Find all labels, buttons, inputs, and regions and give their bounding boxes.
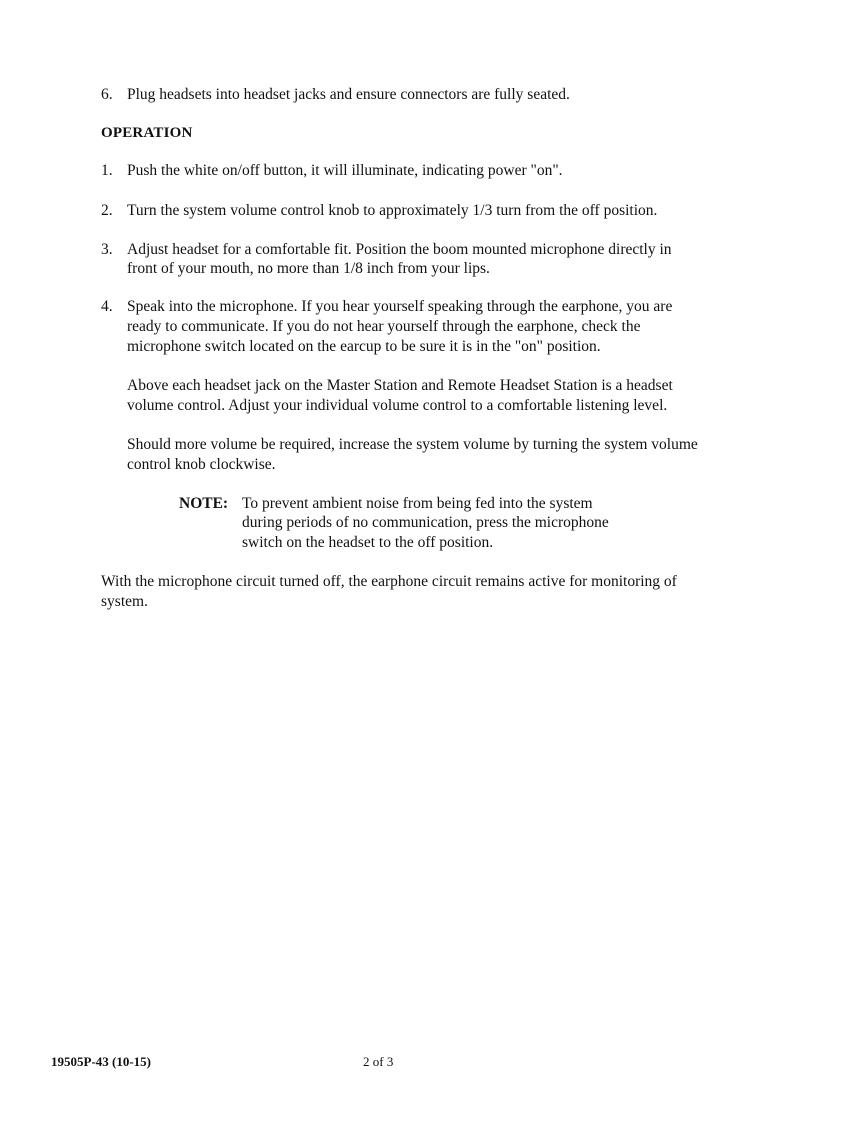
step-3-text-line-1: Adjust headset for a comfortable fit. Position the boom mounted microphone directly in	[127, 241, 672, 258]
step-2-text: Turn the system volume control knob to approximately 1/3 turn from the off position.	[127, 202, 658, 219]
page-number: 2 of 3	[363, 1054, 394, 1069]
note-text-line-1: To prevent ambient noise from being fed into the system	[242, 495, 593, 512]
step-2-number: 2.	[101, 202, 113, 219]
operation-heading: OPERATION	[101, 125, 193, 141]
step-1-number: 1.	[101, 162, 113, 179]
more-volume-paragraph-line-1: Should more volume be required, increase the system volume by turning the system volume	[127, 436, 698, 453]
step-4-number: 4.	[101, 298, 113, 315]
note-text-line-3: switch on the headset to the off position.	[242, 534, 494, 551]
step-6-number: 6.	[101, 86, 113, 103]
step-1-text: Push the white on/off button, it will illuminate, indicating power "on".	[127, 162, 563, 179]
step-4-text-line-1: Speak into the microphone. If you hear yourself speaking through the earphone, you are	[127, 298, 673, 315]
step-4-text-line-3: microphone switch located on the earcup to be sure it is in the "on" position.	[127, 338, 601, 355]
closing-paragraph-line-2: system.	[101, 593, 148, 610]
step-3-text-line-2: front of your mouth, no more than 1/8 inch from your lips.	[127, 260, 490, 277]
note-label: NOTE:	[179, 495, 229, 512]
more-volume-paragraph-line-2: control knob clockwise.	[127, 456, 276, 473]
volume-paragraph-line-1: Above each headset jack on the Master Station and Remote Headset Station is a headset	[127, 377, 673, 394]
document-id: 19505P-43 (10-15)	[51, 1054, 152, 1069]
note-text-line-2: during periods of no communication, press the microphone	[242, 514, 609, 531]
step-3-number: 3.	[101, 241, 113, 258]
closing-paragraph-line-1: With the microphone circuit turned off, the earphone circuit remains active for monitoring of	[101, 573, 677, 590]
step-6-text: Plug headsets into headset jacks and ensure connectors are fully seated.	[127, 86, 570, 103]
step-4-text-line-2: ready to communicate. If you do not hear yourself through the earphone, check the	[127, 318, 641, 335]
volume-paragraph-line-2: volume control. Adjust your individual volume control to a comfortable listening level.	[127, 397, 668, 414]
